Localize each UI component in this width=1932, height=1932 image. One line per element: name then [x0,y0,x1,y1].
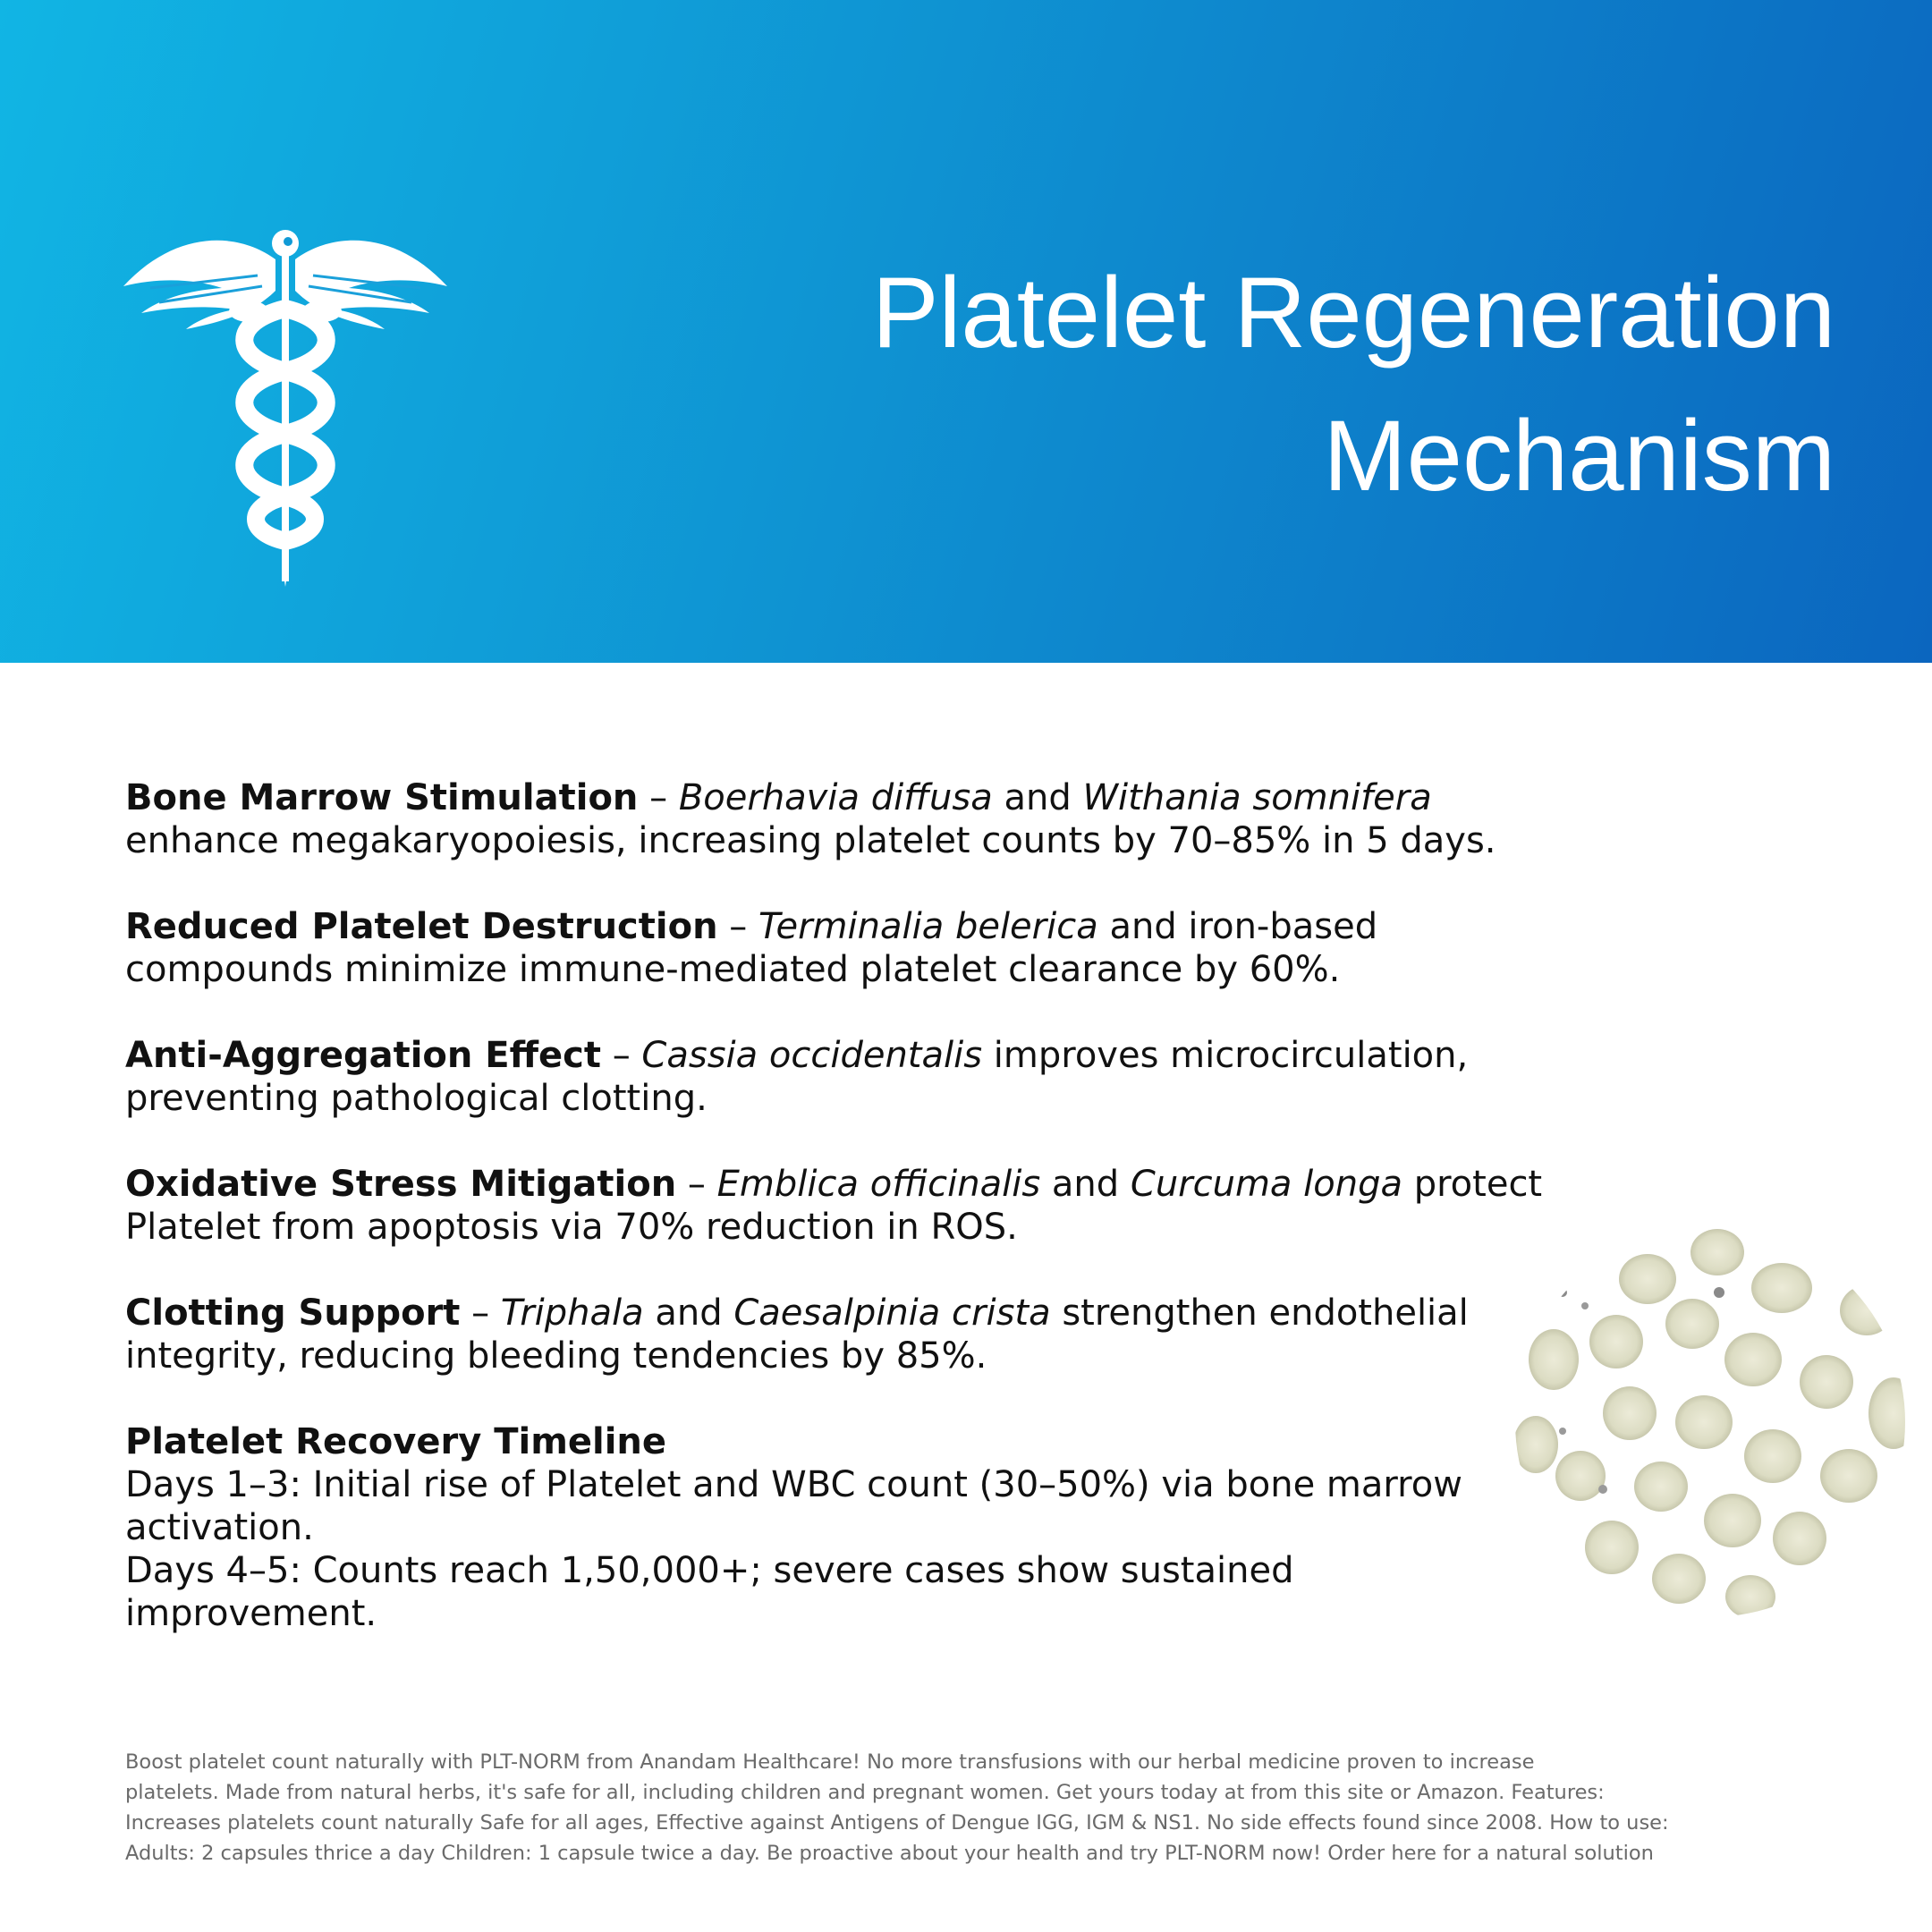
section-heading: Reduced Platelet Destruction [125,906,718,947]
herb-name: Emblica officinalis [716,1164,1041,1205]
section-oxidative-stress [125,1163,1547,1249]
section-anti-aggregation [125,1034,1547,1120]
footer-line: Adults: 2 capsules thrice a day Children: 1 capsule twice a day. Be proactive about your health and try PLT-NORM now! Order here for a natural solution [125,1842,1654,1865]
section-heading: Clotting Support [125,1292,461,1334]
body-text: improves microcirculation, [982,1035,1469,1076]
body-text: and iron-based [1097,906,1378,947]
timeline-line: Days 4–5: Counts reach 1,50,000+; severe cases show sustained improvement. [125,1550,1294,1634]
footer-line: Increases platelets count naturally Safe for all ages, Effective against Antigens of Dengue IGG, IGM & NS1. No side effects found since 2008. How to use: [125,1811,1669,1835]
mechanism-content [125,776,1547,1678]
section-bone-marrow [125,776,1547,862]
footer-line: Boost platelet count naturally with PLT-NORM from Anandam Healthcare! No more transfusions with our herbal medicine proven to increase [125,1750,1535,1774]
timeline-line: Days 1–3: Initial rise of Platelet and WBC count (30–50%) via bone marrow [125,1464,1462,1505]
body-text: and [1040,1164,1131,1205]
timeline-line: activation. [125,1507,314,1548]
herb-name: Boerhavia diffusa [678,777,993,818]
herb-name: Triphala [500,1292,644,1334]
separator: – [717,906,758,947]
body-text: preventing pathological clotting. [125,1078,708,1119]
body-text: strengthen endothelial [1050,1292,1469,1334]
herb-name: Terminalia belerica [758,906,1098,947]
separator: – [676,1164,717,1205]
blood-cells-image [1513,1225,1907,1619]
section-heading: Bone Marrow Stimulation [125,777,639,818]
body-text: enhance megakaryopoiesis, increasing platelet counts by 70–85% in 5 days. [125,820,1496,861]
section-heading: Platelet Recovery Timeline [125,1421,667,1462]
page-title-line1: Platelet Regeneration [871,257,1835,369]
footer-line: platelets. Made from natural herbs, it's safe for all, including children and pregnant women. Get yours today at from this site or Amazon. Features: [125,1781,1605,1804]
separator: – [460,1292,501,1334]
section-recovery-timeline [125,1420,1547,1635]
section-reduced-destruction [125,905,1547,991]
herb-name: Cassia occidentalis [641,1035,983,1076]
section-heading: Anti-Aggregation Effect [125,1035,601,1076]
section-clotting-support [125,1292,1547,1377]
page-title [673,242,1835,528]
separator: – [600,1035,642,1076]
body-text: and [643,1292,734,1334]
section-heading: Oxidative Stress Mitigation [125,1164,677,1205]
herb-name: Withania somnifera [1082,777,1432,818]
caduceus-icon [123,224,447,587]
herb-name: Caesalpinia crista [733,1292,1051,1334]
footer-description [125,1747,1843,1868]
body-text: integrity, reducing bleeding tendencies by 85%. [125,1335,987,1377]
body-text: compounds minimize immune-mediated platelet clearance by 60%. [125,949,1341,990]
herb-name: Curcuma longa [1130,1164,1402,1205]
body-text: protect [1402,1164,1543,1205]
separator: – [638,777,679,818]
body-text: Platelet from apoptosis via 70% reduction in ROS. [125,1207,1018,1248]
header-banner [0,0,1932,663]
page-title-line2: Mechanism [1323,400,1835,512]
body-text: and [992,777,1083,818]
